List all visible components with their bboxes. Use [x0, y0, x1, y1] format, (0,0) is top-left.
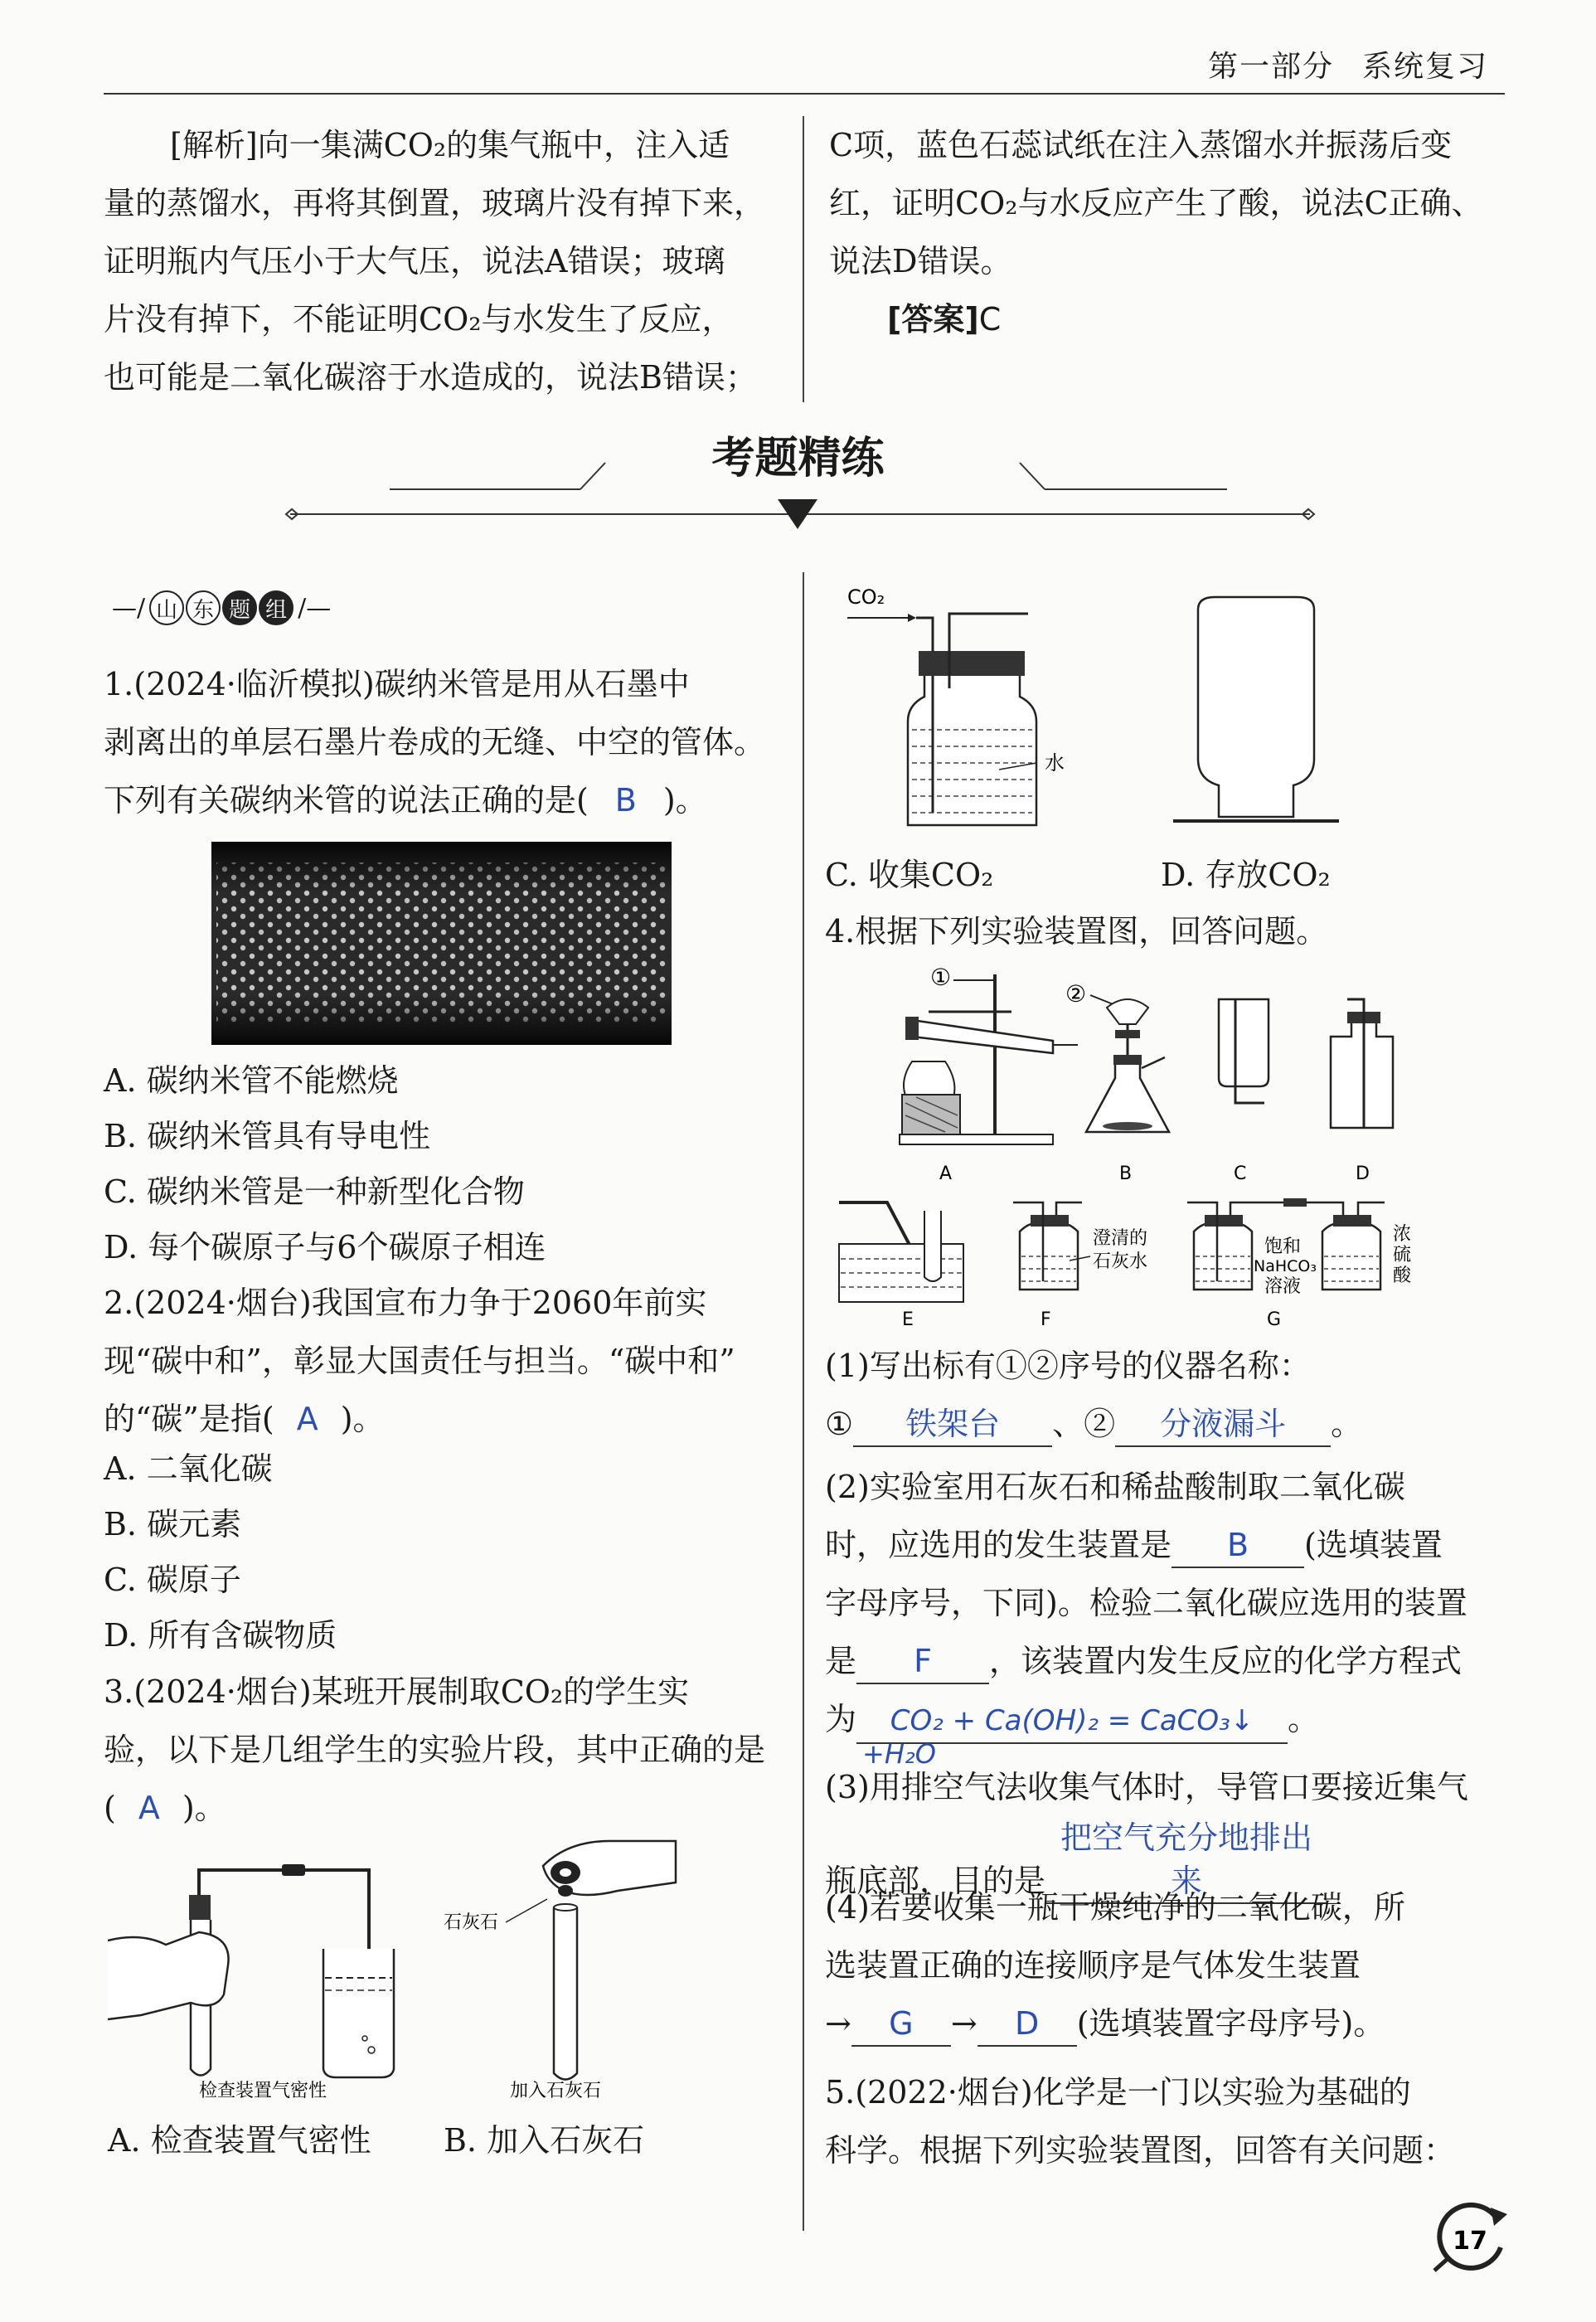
analysis-line: 红，证明CO₂与水反应产生了酸，说法C正确、 — [829, 185, 1483, 221]
q4-p4-end: (选填装置字母序号)。 — [1076, 2005, 1385, 2042]
f-text-2: 石灰水 — [1093, 1251, 1148, 1272]
apparatus-label-e: E — [902, 1309, 914, 1327]
q4-p2-answer-2: F — [856, 1639, 989, 1684]
q1-option: C. 碳纳米管是一种新型化合物 — [104, 1173, 525, 1210]
apparatus-label-f: F — [1041, 1309, 1051, 1327]
q2-line: 2.(2024·烟台)我国宣布力争于2060年前实 — [104, 1285, 707, 1321]
q4-p4-line: 选装置正确的连接顺序是气体发生装置 — [825, 1947, 1361, 1984]
group-char: 山 — [149, 590, 184, 625]
q3-answer: A — [138, 1790, 160, 1826]
q1-line: )。 — [662, 782, 707, 819]
f-text-1: 澄清的 — [1093, 1228, 1148, 1249]
analysis-line: [解析]向一集满CO₂的集气瓶中，注入适 — [170, 127, 730, 163]
q4-part-4 — [825, 1878, 1513, 2052]
q1-line: 1.(2024·临沂模拟)碳纳米管是用从石墨中 — [104, 666, 690, 702]
column-divider — [803, 572, 804, 2231]
q2-line: 的“碳”是指( — [104, 1401, 274, 1437]
q4-p1-question: (1)写出标有①②序号的仪器名称： — [825, 1348, 1311, 1384]
q4-p2-end: 。 — [1288, 1701, 1320, 1737]
analysis-line: 证明瓶内气压小于大气压，说法A错误；玻璃 — [104, 243, 725, 279]
q1-options — [104, 1053, 546, 1275]
q4-p3-line: 瓶底部，目的是 — [825, 1863, 1046, 1899]
q5-line: 5.(2022·烟台)化学是一门以实验为基础的 — [825, 2074, 1411, 2111]
q4-p3-line: (3)用排空气法收集气体时，导管口要接近集气 — [825, 1769, 1468, 1805]
apparatus-label-b: B — [1119, 1163, 1133, 1184]
q1-option: A. 碳纳米管不能燃烧 — [104, 1062, 399, 1099]
header-rule — [104, 93, 1505, 95]
group-char: 组 — [259, 590, 293, 625]
q2-options — [104, 1441, 337, 1664]
answer-line — [829, 290, 1505, 348]
fig-a-caption: 检查装置气密性 — [199, 2081, 327, 2098]
q4-p2-line: 时，应选用的发生装置是 — [825, 1527, 1172, 1563]
q4-p1-sep: 、② — [1052, 1406, 1116, 1442]
q5-line: 科学。根据下列实验装置图，回答有关问题： — [825, 2132, 1456, 2169]
q3-line: )。 — [182, 1790, 226, 1826]
nanotube-image — [211, 842, 672, 1045]
g-acid-3: 酸 — [1393, 1265, 1412, 1286]
q4-p3-answer: 把空气充分地排出来 — [1045, 1816, 1327, 1904]
page-header — [1180, 43, 1488, 85]
analysis-right — [829, 116, 1505, 348]
section-title-ornament — [282, 448, 1318, 531]
q1-option: D. 每个碳原子与6个碳原子相连 — [104, 1229, 546, 1265]
analysis-line: 量的蒸馏水，再将其倒置，玻璃片没有掉下来， — [104, 185, 766, 221]
g-text-2: NaHCO₃ — [1254, 1257, 1317, 1275]
q1-line: 剥离出的单层石墨片卷成的无缝、中空的管体。 — [104, 724, 766, 760]
header-part: 第一部分 — [1207, 50, 1334, 84]
q1-answer: B — [614, 782, 637, 819]
q4-p4-line: (4)若要收集一瓶干燥纯净的二氧化碳，所 — [825, 1889, 1405, 1926]
q4-p2-line: ，该装置内发生反应的化学方程式 — [989, 1643, 1463, 1679]
page-number-badge — [1424, 2198, 1516, 2281]
q2-option: B. 碳元素 — [104, 1506, 242, 1542]
apparatus-label-a: A — [939, 1163, 953, 1184]
q2-option: C. 碳原子 — [104, 1562, 241, 1598]
q4-p4-arrow: → — [950, 2005, 977, 2042]
q4-p4-answer-2: D — [977, 2002, 1077, 2047]
analysis-line: C项，蓝色石蕊试纸在注入蒸馏水并振荡后变 — [829, 127, 1453, 163]
page-number: 17 — [1453, 2227, 1487, 2256]
q4-p2-line: 为 — [825, 1701, 857, 1737]
q3-option-a: A. 检查装置气密性 — [108, 2122, 371, 2159]
q3-option-d: D. 存放CO₂ — [1161, 857, 1331, 893]
analysis-line: 也可能是二氧化碳溶于水造成的，说法B错误； — [104, 359, 757, 396]
q4-p2-equation-cont: +H₂O — [862, 1738, 936, 1770]
apparatus-label-c: C — [1234, 1163, 1247, 1184]
fig-b-caption: 加入石灰石 — [510, 2081, 602, 2098]
mark-1: ① — [930, 964, 952, 991]
q3-line: ( — [104, 1790, 116, 1826]
q4-p4-answer-1: G — [851, 2002, 951, 2047]
q4-part-1 — [825, 1337, 1513, 1453]
g-acid-2: 硫 — [1393, 1245, 1412, 1265]
q3-line: 3.(2024·烟台)某班开展制取CO₂的学生实 — [104, 1673, 690, 1710]
question-2 — [104, 1274, 792, 1448]
q3-option-b: B. 加入石灰石 — [444, 2122, 645, 2159]
q3-option-c: C. 收集CO₂ — [825, 857, 994, 893]
group-char: 题 — [222, 590, 257, 625]
group-char: 东 — [186, 590, 221, 625]
q1-option: B. 碳纳米管具有导电性 — [104, 1118, 431, 1154]
apparatus-label-d: D — [1356, 1163, 1370, 1184]
q2-line: 现“碳中和”，彰显大国责任与担当。“碳中和” — [104, 1343, 735, 1379]
question-3 — [104, 1663, 792, 1837]
q2-answer: A — [296, 1401, 318, 1437]
header-section: 系统复习 — [1361, 50, 1488, 84]
apparatus-label-g: G — [1267, 1309, 1282, 1327]
answer-label: [答案] — [887, 301, 979, 338]
q2-line: )。 — [340, 1401, 385, 1437]
q4-p1-answer-2: 分液漏斗 — [1115, 1402, 1331, 1447]
g-text-3: 溶液 — [1264, 1276, 1302, 1297]
q3-line: 验，以下是几组学生的实验片段，其中正确的是 — [104, 1732, 766, 1768]
mark-2: ② — [1065, 980, 1087, 1008]
analysis-line: 说法D错误。 — [829, 243, 1012, 279]
question-5 — [825, 2063, 1513, 2179]
apparatus-figure — [829, 962, 1509, 1327]
q4-p2-line: (2)实验室用石灰石和稀盐酸制取二氧化碳 — [825, 1469, 1405, 1505]
analysis-left — [104, 116, 783, 406]
figure-add-limestone — [444, 1833, 725, 2098]
q4-p2-equation: CO₂ + Ca(OH)₂ = CaCO₃↓ — [856, 1699, 1288, 1744]
fig-c-inlet: CO₂ — [847, 585, 885, 609]
question-1 — [104, 655, 792, 829]
g-acid-1: 浓 — [1393, 1224, 1412, 1245]
q4-p2-line: (选填装置 — [1304, 1527, 1443, 1563]
analysis-line: 片没有掉下，不能证明CO₂与水发生了反应， — [104, 301, 734, 338]
q4-p4-arrow: → — [825, 2005, 851, 2042]
fig-b-label: 石灰石 — [444, 1912, 499, 1933]
q4-p1-mark1: ① — [825, 1406, 854, 1442]
answer-value: C — [978, 301, 1002, 338]
q2-option: A. 二氧化碳 — [104, 1450, 273, 1487]
group-header: — ∕ 山 东 题 组 ∕ — — [112, 590, 331, 625]
section-title: 考题精练 — [711, 434, 885, 483]
g-text-1: 饱和 — [1264, 1236, 1302, 1257]
fig-c-water: 水 — [1045, 751, 1065, 775]
q4-p2-answer-1: B — [1172, 1523, 1304, 1568]
q2-option: D. 所有含碳物质 — [104, 1617, 337, 1654]
figure-collect-co2 — [837, 580, 1111, 838]
q4-p1-end: 。 — [1331, 1406, 1363, 1442]
q4-p1-answer-1: 铁架台 — [853, 1402, 1052, 1447]
q4-stem: 4.根据下列实验装置图，回答问题。 — [825, 913, 1328, 950]
q4-part-2 — [825, 1458, 1513, 1770]
figure-store-co2 — [1173, 593, 1339, 833]
analysis-divider — [803, 116, 804, 402]
q1-line: 下列有关碳纳米管的说法正确的是( — [104, 782, 589, 819]
figure-airtightness — [108, 1833, 406, 2098]
q4-p2-line: 是 — [825, 1643, 857, 1679]
q4-p2-line: 字母序号，下同)。检验二氧化碳应选用的装置 — [825, 1585, 1467, 1621]
